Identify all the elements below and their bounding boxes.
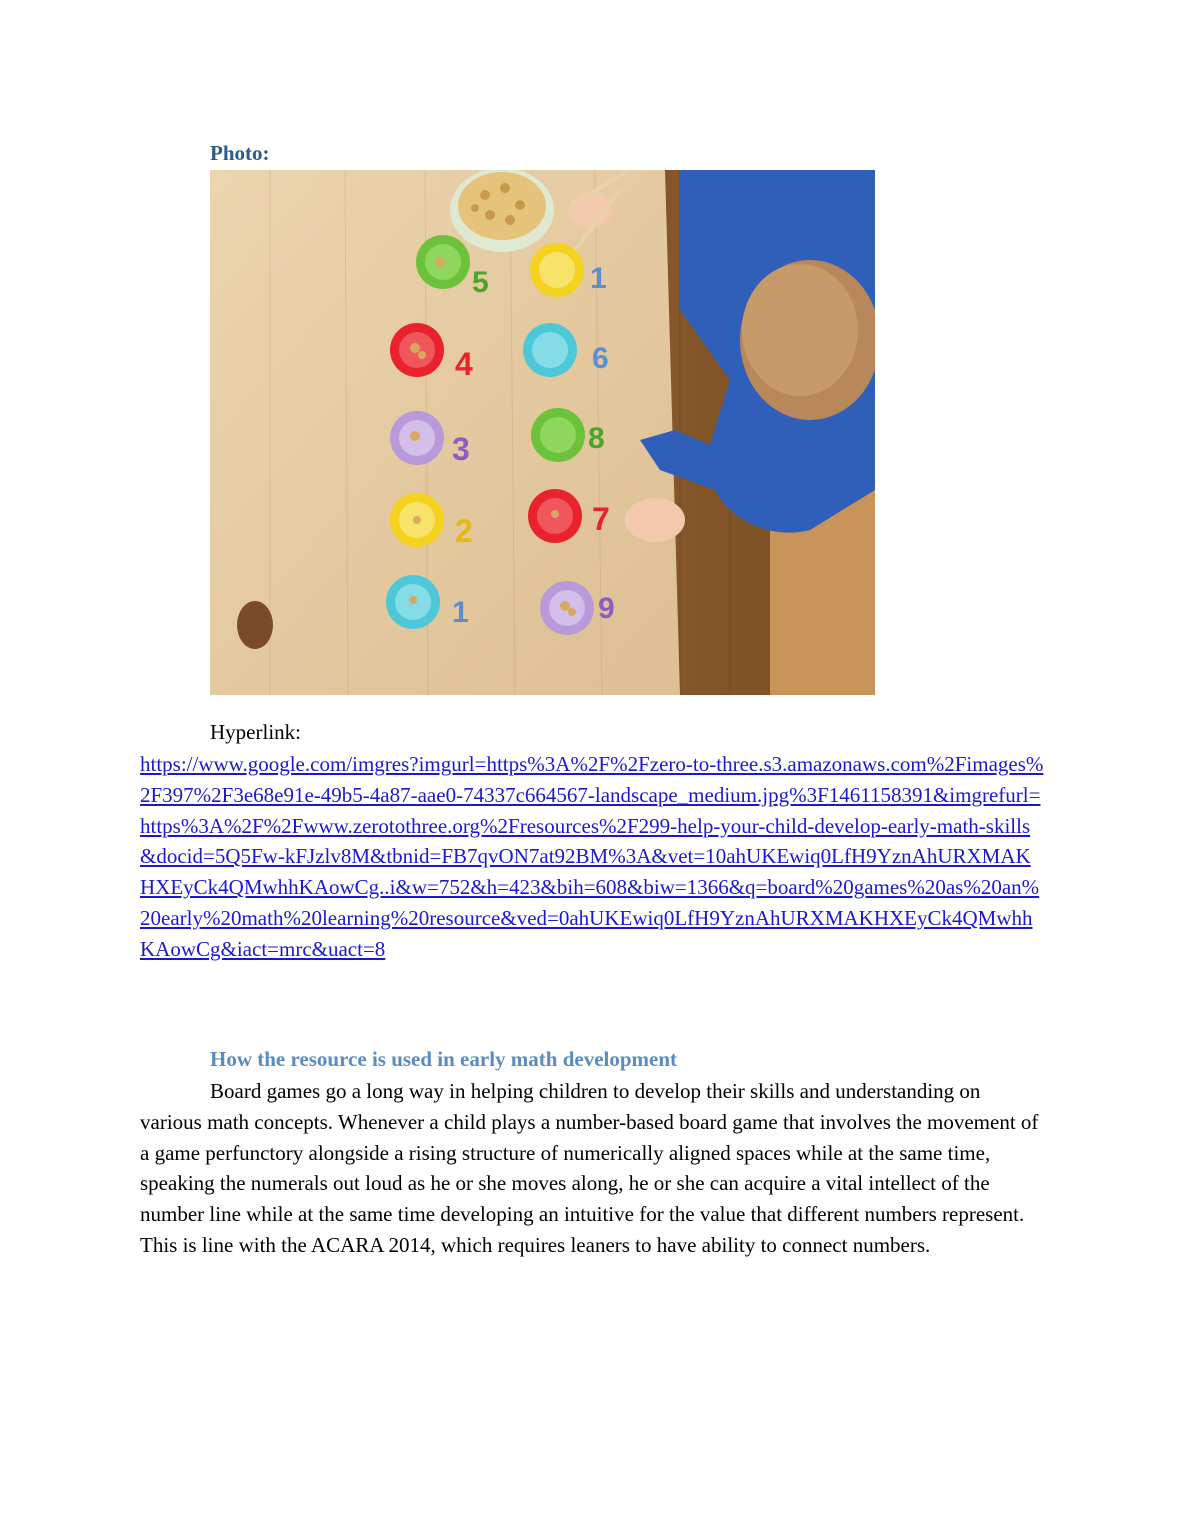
svg-text:4: 4 <box>455 346 473 382</box>
section-heading: How the resource is used in early math development <box>210 1047 678 1071</box>
svg-text:7: 7 <box>592 501 610 537</box>
svg-text:9: 9 <box>598 592 615 625</box>
svg-text:2: 2 <box>455 513 473 549</box>
body-paragraph: Board games go a long way in helping children to develop their skills and understanding on various math concepts. Whenever a child plays a number-based board game that involves the movement of a game perfunctory alongside a rising structure of numerically aligned spaces while at the same time, speaking the numerals out loud as he or she moves along, he or she can acquire a vital intellect of the number line while at the same time developing an intuitive for the value that different numbers represent. This is line with the ACARA 2014, which requires leaners to have ability to connect numbers. <box>140 1079 1039 1257</box>
svg-text:1: 1 <box>452 596 469 629</box>
photo-heading: Photo: <box>210 141 270 165</box>
svg-text:1: 1 <box>590 262 607 295</box>
source-hyperlink[interactable]: https://www.google.com/imgres?imgurl=https%3A%2F%2Fzero-to-three.s3.amazonaws.com%2Fimages%2F397%2F3e68e91e-49b5-4a87-aae0-74337c664567-landscape_medium.jpg%3F1461158391&imgrefurl=https%3A%2F%2Fwww.zerotothree.org%2Fresources%2F299-help-your-child-develop-early-math-skills&docid=5Q5Fw-kFJzlv8M&tbnid=FB7qvON7at92BM%3A&vet=10ahUKEwiq0LfH9YznAhURXMAKHXEyCk4QMwhhKAowCg..i&w=752&h=423&bih=608&biw=1366&q=board%20games%20as%20an%20early%20math%20learning%20resource&ved=0ahUKEwiq0LfH9YznAhURXMAKHXEyCk4QMwhhKAowCg&iact=mrc&uact=8 <box>140 752 1044 961</box>
hyperlink-label: Hyperlink: <box>210 720 301 744</box>
photo <box>210 170 875 695</box>
svg-text:5: 5 <box>472 266 489 299</box>
svg-text:3: 3 <box>452 431 470 467</box>
acorn-decoration <box>237 601 273 649</box>
svg-text:6: 6 <box>592 342 609 375</box>
photo-illustration <box>210 170 875 695</box>
svg-text:8: 8 <box>588 422 605 455</box>
